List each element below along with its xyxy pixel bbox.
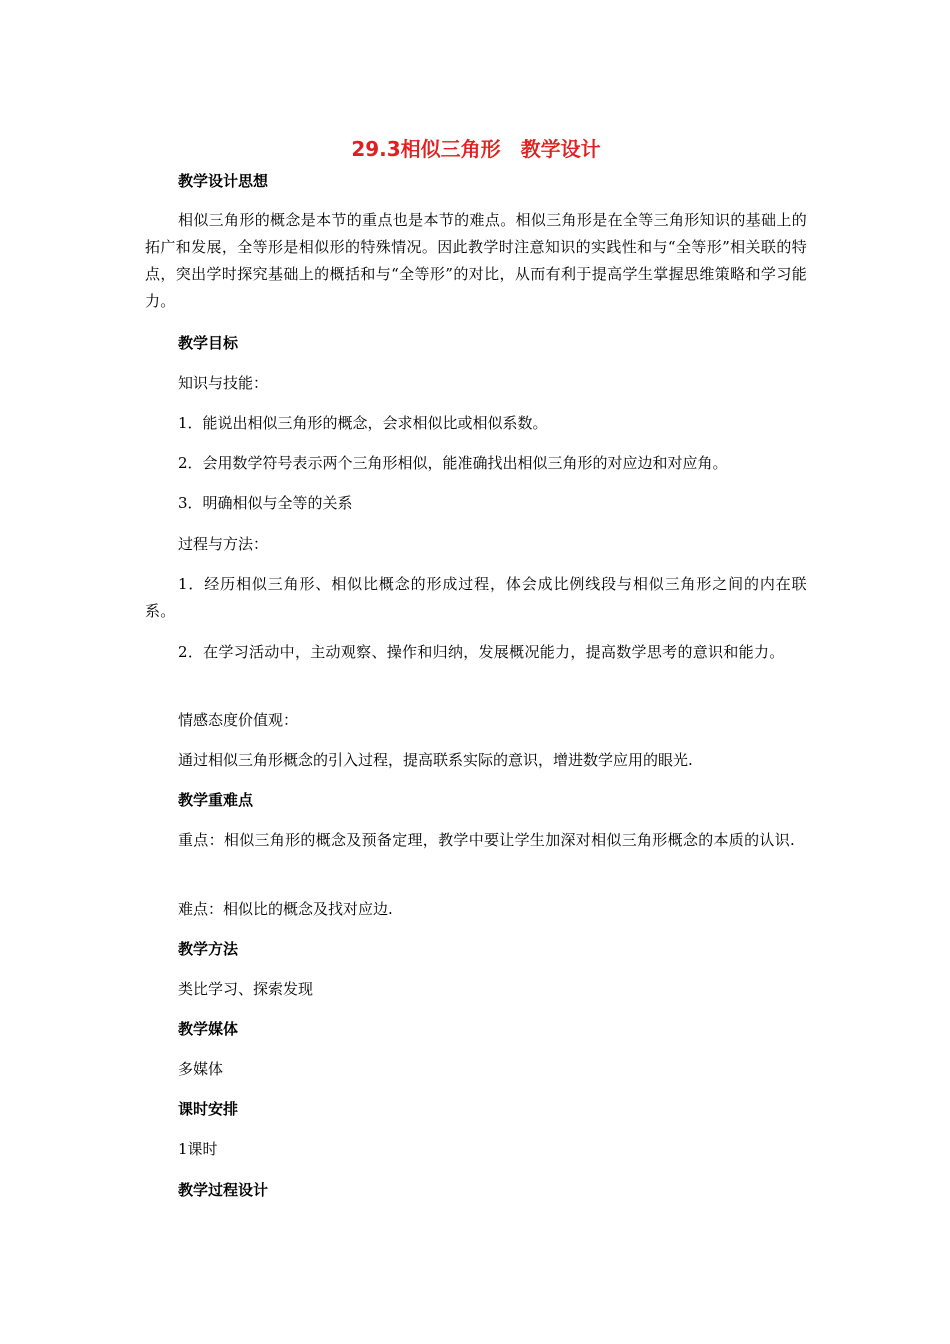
document-title: 29.3相似三角形 教学设计: [351, 137, 601, 161]
label-emotion-values: 情感态度价值观：: [178, 711, 299, 729]
heading-method: 教学方法: [178, 940, 239, 958]
paragraph-design-idea: 相似三角形的概念是本节的重点也是本节的难点。相似三角形是在全等三角形知识的基础上的拓广和发展，全等形是相似形的特殊情况。因此教学时注意知识的实践性和与“全等形”相关联的特点，突出学时探究基础上的概括和与“全等形”的对比，从而有利于提高学生掌握思维策略和学习能力。: [145, 211, 807, 310]
heading-key-points: 教学重难点: [178, 791, 254, 809]
media-body: 多媒体: [178, 1060, 224, 1078]
goal-emotion-1: 通过相似三角形概念的引入过程，提高联系实际的意识，增进数学应用的眼光.: [178, 751, 693, 769]
heading-schedule: 课时安排: [178, 1100, 239, 1118]
goal-process-1: 1．经历相似三角形、相似比概念的形成过程，体会成比例线段与相似三角形之间的内在联系。: [145, 575, 807, 620]
goal-process-2: 2．在学习活动中，主动观察、操作和归纳，发展概况能力，提高数学思考的意识和能力。: [178, 643, 785, 661]
difficult-point: 难点：相似比的概念及找对应边.: [178, 900, 393, 918]
label-process-method: 过程与方法：: [178, 535, 269, 553]
heading-goals: 教学目标: [178, 334, 239, 352]
label-knowledge-skills: 知识与技能：: [178, 374, 269, 392]
goal-knowledge-2: 2．会用数学符号表示两个三角形相似，能准确找出相似三角形的对应边和对应角。: [178, 454, 728, 472]
heading-design-idea: 教学设计思想: [178, 172, 269, 190]
heading-process: 教学过程设计: [178, 1181, 269, 1199]
method-body: 类比学习、探索发现: [178, 980, 314, 998]
goal-knowledge-3: 3．明确相似与全等的关系: [178, 494, 353, 512]
schedule-body: 1课时: [178, 1140, 218, 1158]
key-point: 重点：相似三角形的概念及预备定理，教学中要让学生加深对相似三角形概念的本质的认识.: [178, 831, 796, 849]
goal-knowledge-1: 1．能说出相似三角形的概念，会求相似比或相似系数。: [178, 414, 548, 432]
heading-media: 教学媒体: [178, 1020, 239, 1038]
